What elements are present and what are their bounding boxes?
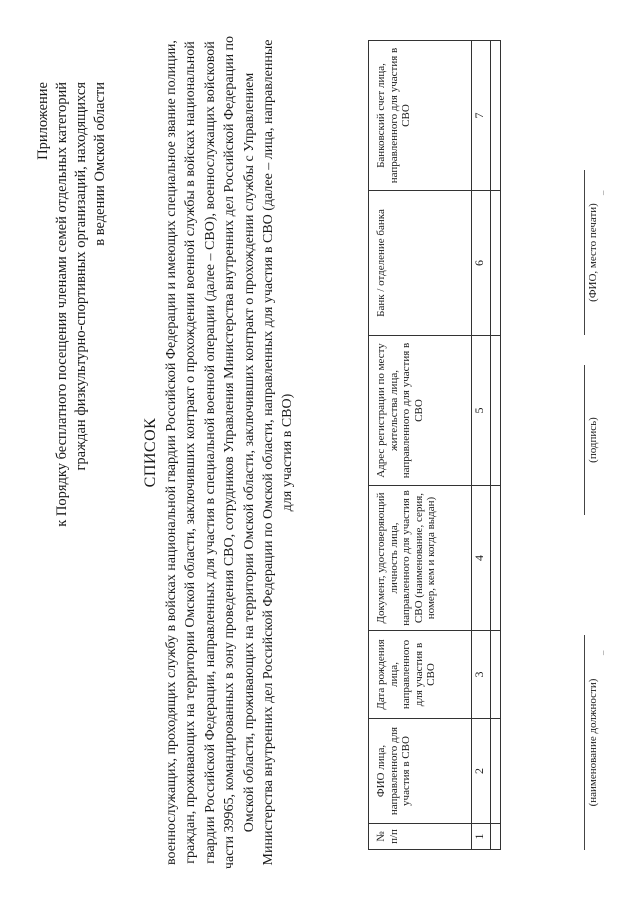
table-header-cell: № п/п bbox=[369, 824, 472, 850]
signature-caption: (подпись) bbox=[587, 417, 599, 463]
table-number-cell: 6 bbox=[472, 191, 491, 336]
table-cell bbox=[491, 631, 501, 719]
table-empty-row bbox=[491, 41, 501, 850]
document-description: военнослужащих, проходящих службу в войсках национальной гвардии Российской Федерации и имеющих специальное звание полиции, граждан, проживающих на территории Омской области, заключивших контракт о прохождении военной службы в войсках национальной гвардии Российской Федерации, направленных для участия в специальной военной операции (далее – СВО), военнослужащих войсковой части 39965, командированных в зону проведения СВО, сотрудников Управления Министерства внутренних дел Российской Федерации по Омской области, проживающих на территории Омской области, заключивших контракт о прохождении службы с Управлением Министерства внутренних дел Российской Федерации по Омской области, направленных для участия в СВО (далее – лица, направленные для участия в СВО) bbox=[164, 35, 296, 870]
table-number-cell: 3 bbox=[472, 631, 491, 719]
appendix-line: в ведении Омской области bbox=[92, 82, 108, 246]
appendix-line: к Порядку бесплатного посещения членами семей отдельных категорий bbox=[54, 82, 70, 527]
table-header-cell: Адрес регистрации по месту жительства лица, направленного для участия в СВО bbox=[369, 336, 472, 486]
table-header-cell: Банковский счет лица, направленного для участия в СВО bbox=[369, 41, 472, 191]
appendix-title: Приложение bbox=[35, 82, 51, 160]
table-cell bbox=[491, 191, 501, 336]
table-number-cell: 2 bbox=[472, 719, 491, 824]
document-title: СПИСОК bbox=[142, 417, 159, 488]
signature-caption: (наименование должности) bbox=[587, 678, 599, 807]
signature-caption: (ФИО, место печати) bbox=[587, 203, 599, 302]
table-cell bbox=[491, 824, 501, 850]
table-header-cell: Документ, удостоверяющий личность лица, направленного для участия в СВО (наименование, серия, номер, кем и когда выдан) bbox=[369, 486, 472, 631]
table-header-cell: ФИО лица, направленного для участия в СВО bbox=[369, 719, 472, 824]
table-number-cell: 5 bbox=[472, 336, 491, 486]
table-cell bbox=[491, 719, 501, 824]
table-header-cell: Банк / отделение банка bbox=[369, 191, 472, 336]
table-cell bbox=[491, 486, 501, 631]
table-header-row bbox=[369, 41, 472, 850]
table-number-row bbox=[472, 41, 491, 850]
table-header-cell: Дата рождения лица, направленного для участия в СВО bbox=[369, 631, 472, 719]
table-number-cell: 1 bbox=[472, 824, 491, 850]
signature-sign bbox=[584, 365, 599, 515]
page-fold-mark: – bbox=[598, 190, 608, 195]
appendix-line: граждан физкультурно-спортивных организаций, находящихся bbox=[73, 82, 89, 471]
table-cell bbox=[491, 41, 501, 191]
signature-position bbox=[584, 635, 599, 850]
table-cell bbox=[491, 336, 501, 486]
list-table bbox=[368, 40, 501, 850]
table-number-cell: 4 bbox=[472, 486, 491, 631]
appendix-header bbox=[34, 82, 110, 642]
table-number-cell: 7 bbox=[472, 41, 491, 191]
signature-name bbox=[584, 170, 599, 335]
page-fold-mark: – bbox=[598, 650, 608, 655]
